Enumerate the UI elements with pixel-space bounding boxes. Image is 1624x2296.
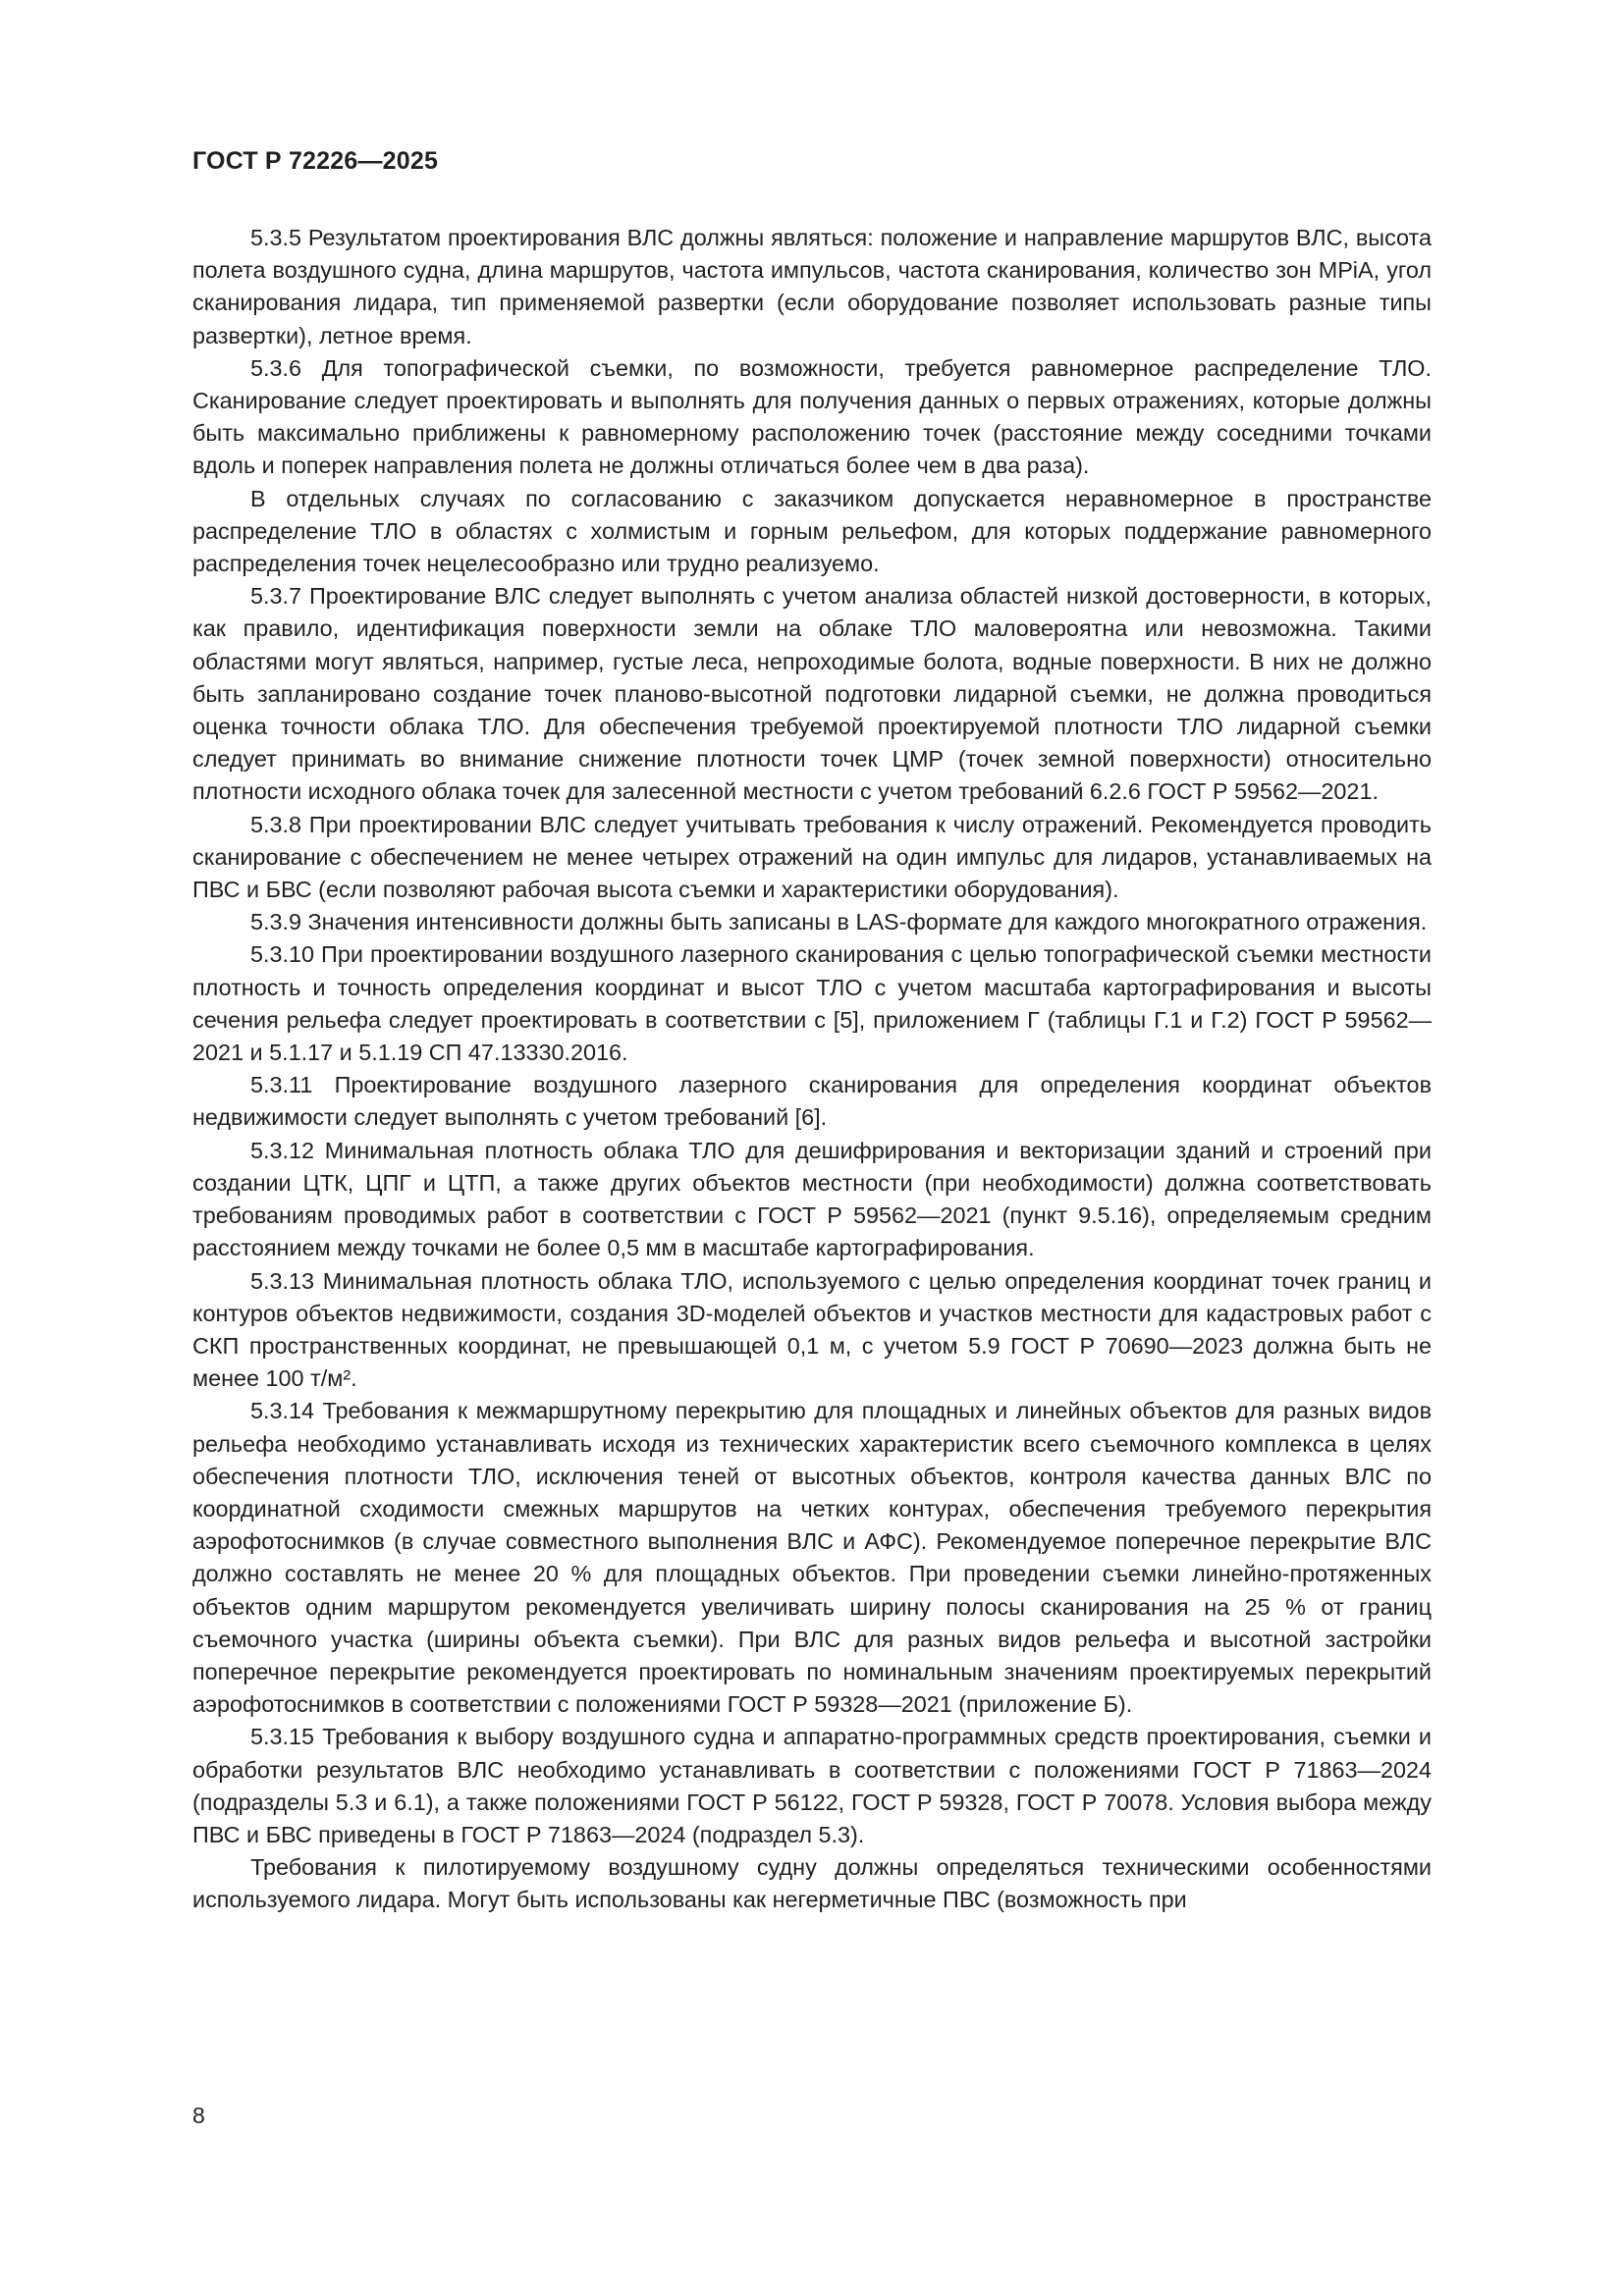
document-header: ГОСТ Р 72226—2025 [192,147,439,175]
paragraph-5-3-6-continued: В отдельных случаях по согласованию с заказчиком допускается неравномерное в пространстве распределение ТЛО в областях с холмистым и горным рельефом, для которых поддержание равномерного распределения точек нецелесообразно или трудно реализуемо. [192,485,1432,577]
paragraph-5-3-14: 5.3.14 Требования к межмаршрутному перекрытию для площадных и линейных объектов для разных видов рельефа необходимо устанавливать исходя из технических характеристик всего съемочного комплекса в целях обеспечения плотности ТЛО, исключения теней от высотных объектов, контроля качества данных ВЛС по координатной сходимости смежных маршрутов на четких контурах, обеспечения требуемого перекрытия аэрофотоснимков (в случае совместного выполнения ВЛС и АФС). Рекомендуемое поперечное перекрытие ВЛС должно составлять не менее 20 % для площадных объектов. При проведении съемки линейно-протяженных объектов одним маршрутом рекомендуется увеличивать ширину полосы сканирования на 25 % от границ съемочного участка (ширины объекта съемки). При ВЛС для разных видов рельефа и высотной застройки поперечное перекрытие рекомендуется проектировать по номинальным значениям проектируемых перекрытий аэрофотоснимков в соответствии с положениями ГОСТ Р 59328—2021 (приложение Б). [192,1398,1432,1718]
paragraph-5-3-7: 5.3.7 Проектирование ВЛС следует выполнять с учетом анализа областей низкой достоверности, в которых, как правило, идентификация поверхности земли на облаке ТЛО маловероятна или невозможна. Такими областями могут являться, например, густые леса, непроходимые болота, водные поверхности. В них не должно быть запланировано создание точек планово-высотной подготовки лидарной съемки, не должна проводиться оценка точности облака ТЛО. Для обеспечения требуемой проектируемой плотности ТЛО лидарной съемки следует принимать во внимание снижение плотности точек ЦМР (точек земной поверхности) относительно плотности исходного облака точек для залесенной местности с учетом требований 6.2.6 ГОСТ Р 59562—2021. [192,583,1432,805]
paragraph-5-3-11: 5.3.11 Проектирование воздушного лазерного сканирования для определения координат объектов недвижимости следует выполнять с учетом требований [6]. [192,1072,1432,1131]
paragraph-5-3-12: 5.3.12 Минимальная плотность облака ТЛО для дешифрирования и векторизации зданий и строений при создании ЦТК, ЦПГ и ЦТП, а также других объектов местности (при необходимости) должна соответствовать требованиям проводимых работ в соответствии с ГОСТ Р 59562—2021 (пункт 9.5.16), определяемым средним расстоянием между точками не более 0,5 мм в масштабе картографирования. [192,1137,1432,1261]
page-number: 8 [192,2103,205,2128]
paragraph-5-3-8: 5.3.8 При проектировании ВЛС следует учитывать требования к числу отражений. Рекомендуется проводить сканирование с обеспечением не менее четырех отражений на один импульс для лидаров, устанавливаемых на ПВС и БВС (если позволяют рабочая высота съемки и характеристики оборудования). [192,811,1432,903]
paragraph-5-3-6: 5.3.6 Для топографической съемки, по возможности, требуется равномерное распределение ТЛО. Сканирование следует проектировать и выполнять для получения данных о первых отражениях, которые должны быть максимально приближены к равномерному расположению точек (расстояние между соседними точками вдоль и поперек направления полета не должны отличаться более чем в два раза). [192,354,1432,479]
paragraph-5-3-9: 5.3.9 Значения интенсивности должны быть записаны в LAS-формате для каждого многократного отражения. [250,909,1428,935]
paragraph-5-3-10: 5.3.10 При проектировании воздушного лазерного сканирования с целью топографической съемки местности плотность и точность определения координат и высот ТЛО с учетом масштаба картографирования и высоты сечения рельефа следует проектировать в соответствии с [5], приложением Г (таблицы Г.1 и Г.2) ГОСТ Р 59562—2021 и 5.1.17 и 5.1.19 СП 47.13330.2016. [192,941,1432,1066]
paragraph-5-3-13: 5.3.13 Минимальная плотность облака ТЛО, используемого с целью определения координат точек границ и контуров объектов недвижимости, создания 3D-моделей объектов и участков местности для кадастровых работ с СКП пространственных координат, не превышающей 0,1 м, с учетом 5.9 ГОСТ Р 70690—2023 должна быть не менее 100 т/м². [192,1267,1432,1392]
paragraph-5-3-5: 5.3.5 Результатом проектирования ВЛС должны являться: положение и направление маршрутов ВЛС, высота полета воздушного судна, длина маршрутов, частота импульсов, частота сканирования, количество зон MPiA, угол сканирования лидара, тип применяемой развертки (если оборудование позволяет использовать разные типы развертки), летное время. [192,225,1432,348]
document-body [192,222,1432,1917]
paragraph-5-3-15: 5.3.15 Требования к выбору воздушного судна и аппаратно-программных средств проектирования, съемки и обработки результатов ВЛС необходимо устанавливать в соответствии с положениями ГОСТ Р 71863—2024 (подразделы 5.3 и 6.1), а также положениями ГОСТ Р 56122, ГОСТ Р 59328, ГОСТ Р 70078. Условия выбора между ПВС и БВС приведены в ГОСТ Р 71863—2024 (подраздел 5.3). [192,1724,1432,1847]
paragraph-5-3-15-continued: Требования к пилотируемому воздушному судну должны определяться техническими особенностями используемого лидара. Могут быть использованы как негерметичные ПВС (возможность при [192,1854,1432,1913]
